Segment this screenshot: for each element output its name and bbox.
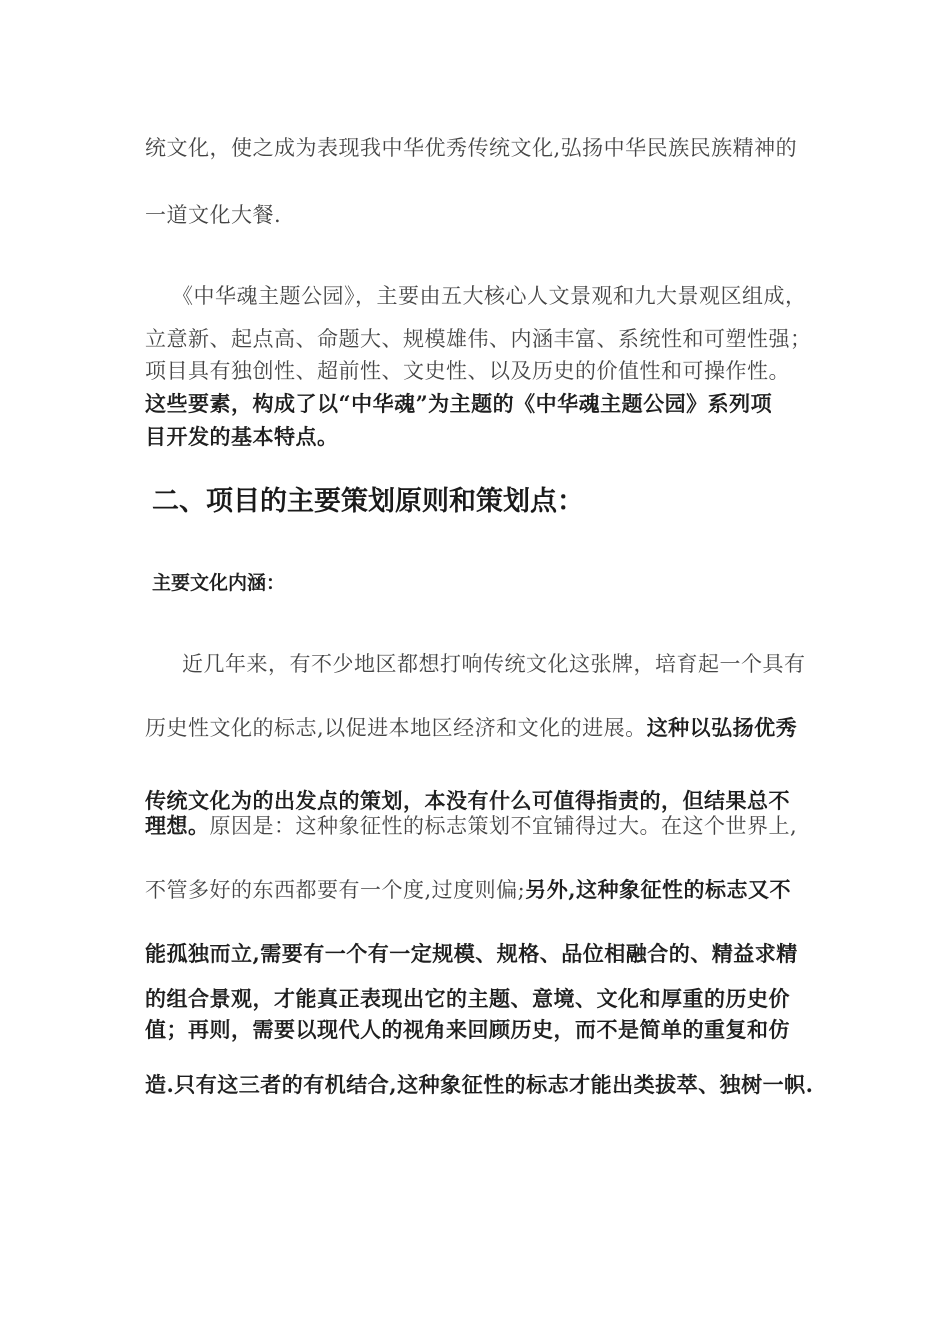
body-line-2-bold: 这种以弘扬优秀: [646, 715, 798, 740]
body-line-6: 能孤独而立,需要有一个有一定规模、规格、品位相融合的、精益求精: [145, 941, 798, 966]
body-line-5: [145, 876, 791, 904]
body-line-9: 造.只有这三者的有机结合,这种象征性的标志才能出类拔萃、独树一帜.: [145, 1072, 814, 1097]
body-line-3: 传统文化为的出发点的策划，本没有什么可值得指责的，但结果总不: [145, 788, 790, 813]
intro-line-1: 统文化，使之成为表现我中华优秀传统文化,弘扬中华民族民族精神的: [145, 136, 798, 160]
overview-line-3: 项目具有独创性、超前性、文史性、以及历史的价值性和可操作性。: [145, 359, 790, 383]
intro-line-2: 一道文化大餐.: [145, 203, 282, 227]
overview-line-1: 《中华魂主题公园》，主要由五大核心人文景观和九大景观区组成，: [172, 284, 807, 308]
body-line-5-bold: 另外,这种象征性的标志又不: [525, 877, 792, 902]
body-line-4-bold: 理想。: [145, 813, 210, 838]
section-subheading: 主要文化内涵：: [152, 572, 286, 594]
section-heading: 二、项目的主要策划原则和策划点：: [152, 486, 584, 517]
body-line-1: 近几年来，有不少地区都想打响传统文化这张牌，培育起一个具有: [182, 652, 806, 676]
body-line-2-normal: 历史性文化的标志,以促进本地区经济和文化的进展。: [145, 716, 647, 740]
body-line-8: 值；再则，需要以现代人的视角来回顾历史，而不是简单的重复和仿: [145, 1017, 790, 1042]
overview-line-4: 这些要素，构成了以“中华魂”为主题的《中华魂主题公园》系列项: [145, 391, 773, 416]
body-line-2: [145, 714, 797, 742]
body-line-5-normal: 不管多好的东西都要有一个度,过度则偏;: [145, 878, 526, 902]
body-line-4-normal: 原因是：这种象征性的标志策划不宜铺得过大。在这个世界上,: [209, 814, 798, 838]
overview-line-2: 立意新、起点高、命题大、规模雄伟、内涵丰富、系统性和可塑性强；: [145, 327, 812, 351]
body-line-4: [145, 812, 797, 840]
body-line-7: 的组合景观，才能真正表现出它的主题、意境、文化和厚重的历史价: [145, 986, 790, 1011]
overview-line-5: 目开发的基本特点。: [145, 424, 339, 449]
